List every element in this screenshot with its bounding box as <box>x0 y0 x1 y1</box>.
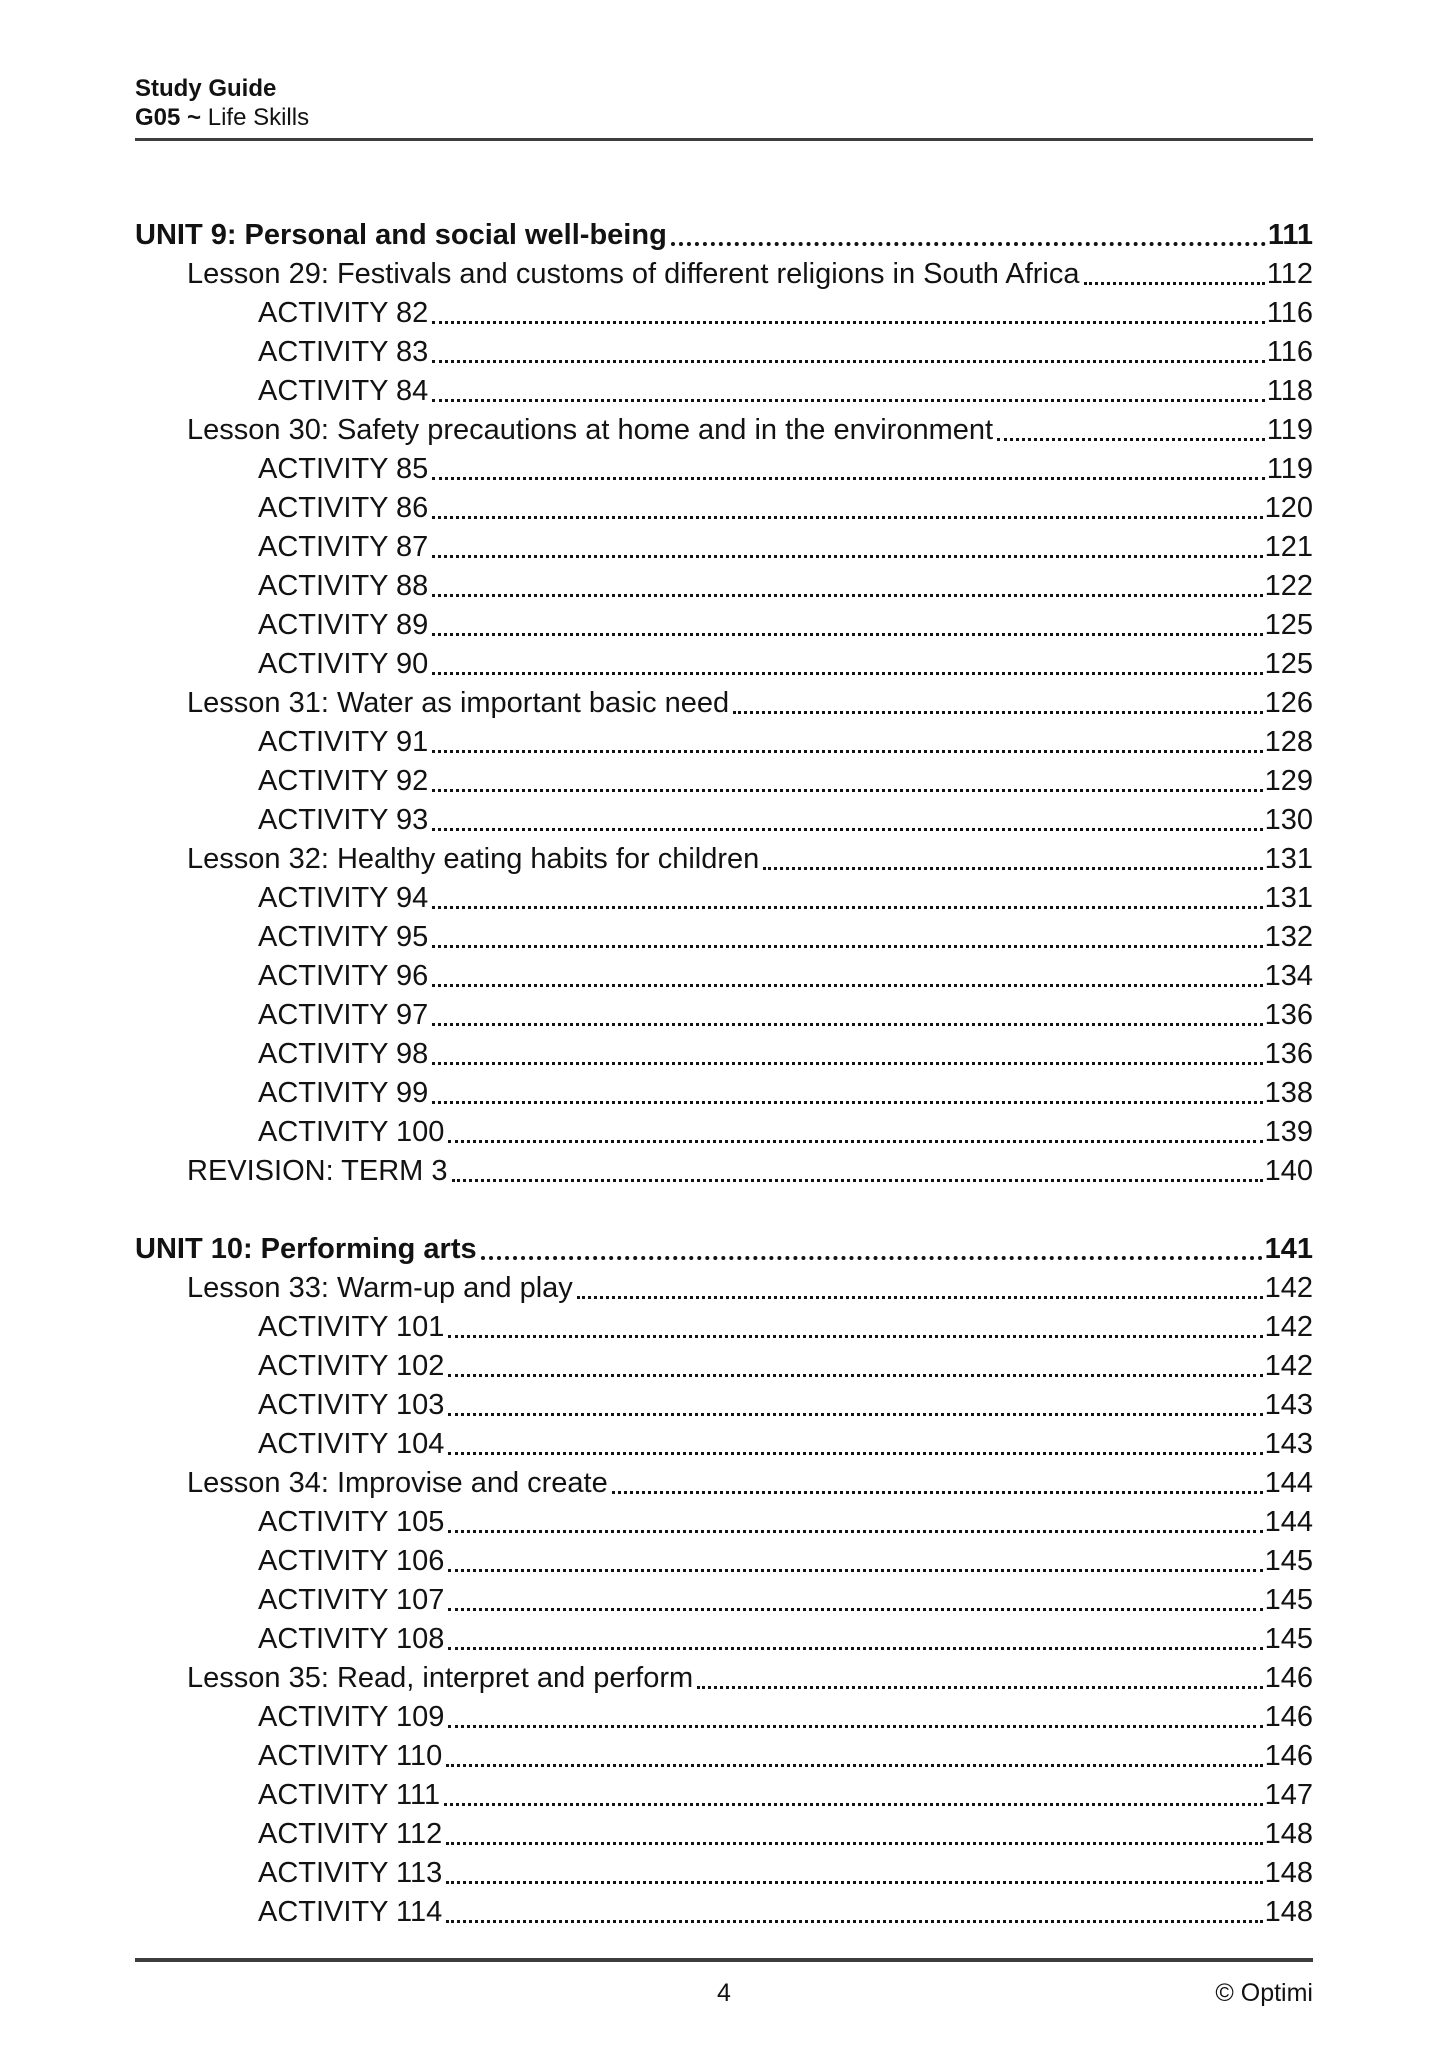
toc-page-number: 128 <box>1264 726 1313 758</box>
toc-entry-row <box>135 995 1313 1034</box>
toc-entry-label: ACTIVITY 104 <box>258 1428 445 1460</box>
toc-entry-row <box>135 722 1313 761</box>
toc-page-number: 146 <box>1264 1701 1313 1733</box>
toc-entry-row <box>135 1619 1313 1658</box>
toc-entry-row <box>135 839 1313 878</box>
page-header <box>135 74 1313 141</box>
dot-leader <box>432 1023 1262 1026</box>
toc-entry-label: ACTIVITY 87 <box>258 531 429 563</box>
toc-page-number: 134 <box>1264 960 1313 992</box>
toc-page-number: 148 <box>1264 1818 1313 1850</box>
toc-entry-label: ACTIVITY 114 <box>258 1896 443 1928</box>
toc-entry-row <box>135 1775 1313 1814</box>
toc-page-number: 145 <box>1264 1584 1313 1616</box>
dot-leader <box>446 1764 1262 1767</box>
toc-page-number: 145 <box>1264 1545 1313 1577</box>
toc-unit-title: UNIT 10: Performing arts <box>135 1233 477 1265</box>
dot-leader <box>448 1569 1262 1572</box>
toc-page-number: 118 <box>1266 375 1313 407</box>
toc-page-number: 138 <box>1264 1077 1313 1109</box>
toc-page-number: 122 <box>1264 570 1313 602</box>
page-footer <box>135 1958 1313 2008</box>
toc-page-number: 136 <box>1264 1038 1313 1070</box>
dot-leader <box>432 633 1262 636</box>
toc-page-number: 111 <box>1267 219 1313 251</box>
toc-entry-row <box>135 683 1313 722</box>
dot-leader <box>612 1491 1263 1494</box>
toc-page-number: 116 <box>1266 297 1313 329</box>
toc-entry-label: ACTIVITY 112 <box>258 1818 443 1850</box>
dot-leader <box>432 555 1262 558</box>
toc-entry-label: ACTIVITY 82 <box>258 297 429 329</box>
dot-leader <box>432 399 1264 402</box>
toc-page-number: 125 <box>1264 609 1313 641</box>
dot-leader <box>481 1256 1263 1260</box>
toc-entry-row <box>135 1112 1313 1151</box>
toc-section <box>135 1229 1313 1931</box>
toc-entry-label: ACTIVITY 113 <box>258 1857 443 1889</box>
toc-entry-row <box>135 1073 1313 1112</box>
toc-entry-label: ACTIVITY 105 <box>258 1506 445 1538</box>
toc-page-number: 126 <box>1264 687 1313 719</box>
dot-leader <box>446 1881 1262 1884</box>
toc-unit-row <box>135 1229 1313 1268</box>
toc-entry-row <box>135 1463 1313 1502</box>
toc-entry-row <box>135 1502 1313 1541</box>
toc-page-number: 143 <box>1264 1389 1313 1421</box>
toc-entry-row <box>135 1814 1313 1853</box>
toc-entry-row <box>135 254 1313 293</box>
toc-entry-row <box>135 800 1313 839</box>
toc-entry-row <box>135 1346 1313 1385</box>
toc-page-number: 146 <box>1264 1662 1313 1694</box>
toc-entry-row <box>135 1658 1313 1697</box>
toc-entry-label: ACTIVITY 103 <box>258 1389 445 1421</box>
dot-leader <box>448 1413 1262 1416</box>
header-subject: Life Skills <box>207 104 310 131</box>
toc-entry-row <box>135 1697 1313 1736</box>
toc-page-number: 125 <box>1264 648 1313 680</box>
toc-entry-label: ACTIVITY 83 <box>258 336 429 368</box>
dot-leader <box>432 828 1262 831</box>
dot-leader <box>432 672 1262 675</box>
dot-leader <box>577 1296 1263 1299</box>
toc-entry-label: ACTIVITY 92 <box>258 765 429 797</box>
toc-page-number: 136 <box>1264 999 1313 1031</box>
dot-leader <box>446 1920 1262 1923</box>
dot-leader <box>432 750 1262 753</box>
dot-leader <box>432 516 1262 519</box>
header-title: Study Guide <box>135 75 277 102</box>
toc-page-number: 131 <box>1264 882 1313 914</box>
toc-entry-label: Lesson 31: Water as important basic need <box>187 687 730 719</box>
toc-entry-row <box>135 293 1313 332</box>
toc-entry-row <box>135 878 1313 917</box>
toc-page-number: 130 <box>1264 804 1313 836</box>
toc-entry-row <box>135 956 1313 995</box>
toc-entry-label: ACTIVITY 102 <box>258 1350 445 1382</box>
toc-entry-label: ACTIVITY 85 <box>258 453 429 485</box>
dot-leader <box>432 321 1264 324</box>
dot-leader <box>432 906 1262 909</box>
toc-page-number: 142 <box>1264 1350 1313 1382</box>
toc-unit-title: UNIT 9: Personal and social well-being <box>135 219 667 251</box>
toc-entry-label: ACTIVITY 100 <box>258 1116 445 1148</box>
toc-page-number: 146 <box>1264 1740 1313 1772</box>
header-subtitle <box>135 103 1313 132</box>
dot-leader <box>448 1647 1262 1650</box>
toc-entry-row <box>135 1580 1313 1619</box>
toc-page-number: 139 <box>1264 1116 1313 1148</box>
toc-entry-label: ACTIVITY 94 <box>258 882 429 914</box>
toc-page-number: 119 <box>1266 414 1313 446</box>
table-of-contents <box>135 215 1313 1931</box>
toc-entry-label: Lesson 35: Read, interpret and perform <box>187 1662 694 1694</box>
footer-row <box>135 1978 1313 2008</box>
toc-page-number: 141 <box>1264 1233 1313 1265</box>
dot-leader <box>448 1530 1262 1533</box>
dot-leader <box>432 594 1262 597</box>
toc-page-number: 116 <box>1266 336 1313 368</box>
toc-entry-row <box>135 527 1313 566</box>
toc-page-number: 129 <box>1264 765 1313 797</box>
dot-leader <box>448 1608 1262 1611</box>
toc-unit-row <box>135 215 1313 254</box>
footer-rule <box>135 1958 1313 1962</box>
dot-leader <box>448 1140 1262 1143</box>
toc-page-number: 142 <box>1264 1311 1313 1343</box>
toc-entry-label: Lesson 30: Safety precautions at home and in the environment <box>187 414 994 446</box>
toc-page-number: 145 <box>1264 1623 1313 1655</box>
dot-leader <box>671 242 1266 246</box>
dot-leader <box>448 1335 1262 1338</box>
toc-page-number: 144 <box>1264 1467 1313 1499</box>
toc-entry-row <box>135 1268 1313 1307</box>
toc-entry-label: ACTIVITY 110 <box>258 1740 443 1772</box>
toc-page-number: 119 <box>1266 453 1313 485</box>
toc-entry-label: ACTIVITY 96 <box>258 960 429 992</box>
dot-leader <box>432 477 1264 480</box>
toc-entry-label: ACTIVITY 99 <box>258 1077 429 1109</box>
dot-leader <box>763 867 1262 870</box>
dot-leader <box>432 1101 1262 1104</box>
toc-entry-label: ACTIVITY 108 <box>258 1623 445 1655</box>
toc-section <box>135 215 1313 1190</box>
toc-entry-label: REVISION: TERM 3 <box>187 1155 448 1187</box>
toc-entry-label: ACTIVITY 111 <box>258 1779 441 1811</box>
dot-leader <box>448 1725 1262 1728</box>
toc-entry-label: ACTIVITY 106 <box>258 1545 445 1577</box>
dot-leader <box>432 789 1262 792</box>
dot-leader <box>697 1686 1262 1689</box>
toc-entry-row <box>135 1424 1313 1463</box>
toc-entry-label: ACTIVITY 86 <box>258 492 429 524</box>
toc-page-number: 142 <box>1264 1272 1313 1304</box>
toc-entry-label: ACTIVITY 109 <box>258 1701 445 1733</box>
toc-entry-label: Lesson 33: Warm-up and play <box>187 1272 573 1304</box>
dot-leader <box>432 984 1262 987</box>
toc-page-number: 131 <box>1264 843 1313 875</box>
dot-leader <box>448 1452 1262 1455</box>
toc-entry-label: ACTIVITY 107 <box>258 1584 445 1616</box>
toc-entry-row <box>135 1853 1313 1892</box>
toc-entry-row <box>135 1736 1313 1775</box>
toc-entry-label: ACTIVITY 97 <box>258 999 429 1031</box>
toc-entry-row <box>135 1151 1313 1190</box>
dot-leader <box>733 711 1262 714</box>
header-doc-code: G05 ~ <box>135 104 202 131</box>
toc-entry-label: ACTIVITY 89 <box>258 609 429 641</box>
dot-leader <box>444 1803 1262 1806</box>
dot-leader <box>1084 282 1265 285</box>
toc-entry-row <box>135 566 1313 605</box>
dot-leader <box>997 438 1265 441</box>
toc-entry-row <box>135 371 1313 410</box>
toc-entry-label: ACTIVITY 90 <box>258 648 429 680</box>
toc-page-number: 121 <box>1264 531 1313 563</box>
dot-leader <box>446 1842 1262 1845</box>
toc-page-number: 120 <box>1264 492 1313 524</box>
toc-entry-label: ACTIVITY 93 <box>258 804 429 836</box>
toc-entry-row <box>135 917 1313 956</box>
toc-entry-label: ACTIVITY 101 <box>258 1311 445 1343</box>
toc-page-number: 148 <box>1264 1896 1313 1928</box>
page-number: 4 <box>717 1979 731 2007</box>
dot-leader <box>432 945 1262 948</box>
toc-entry-label: ACTIVITY 95 <box>258 921 429 953</box>
copyright-notice: © Optimi <box>1215 1979 1313 2007</box>
toc-entry-row <box>135 644 1313 683</box>
toc-page-number: 140 <box>1264 1155 1313 1187</box>
toc-entry-label: Lesson 32: Healthy eating habits for children <box>187 843 760 875</box>
toc-entry-row <box>135 1541 1313 1580</box>
toc-page-number: 112 <box>1266 258 1313 290</box>
toc-entry-row <box>135 449 1313 488</box>
dot-leader <box>432 1062 1262 1065</box>
toc-entry-row <box>135 605 1313 644</box>
toc-entry-row <box>135 1307 1313 1346</box>
dot-leader <box>448 1374 1262 1377</box>
toc-page-number: 132 <box>1264 921 1313 953</box>
toc-entry-label: ACTIVITY 88 <box>258 570 429 602</box>
toc-entry-row <box>135 410 1313 449</box>
toc-entry-label: ACTIVITY 98 <box>258 1038 429 1070</box>
toc-entry-label: ACTIVITY 91 <box>258 726 429 758</box>
toc-page-number: 147 <box>1264 1779 1313 1811</box>
toc-entry-row <box>135 488 1313 527</box>
toc-entry-row <box>135 761 1313 800</box>
toc-entry-label: ACTIVITY 84 <box>258 375 429 407</box>
toc-page-number: 148 <box>1264 1857 1313 1889</box>
toc-entry-row <box>135 332 1313 371</box>
toc-page-number: 143 <box>1264 1428 1313 1460</box>
toc-entry-row <box>135 1892 1313 1931</box>
dot-leader <box>452 1179 1263 1182</box>
toc-entry-row <box>135 1385 1313 1424</box>
dot-leader <box>432 360 1264 363</box>
toc-entry-row <box>135 1034 1313 1073</box>
toc-page-number: 144 <box>1264 1506 1313 1538</box>
header-rule <box>135 138 1313 141</box>
toc-entry-label: Lesson 34: Improvise and create <box>187 1467 608 1499</box>
toc-entry-label: Lesson 29: Festivals and customs of different religions in South Africa <box>187 258 1080 290</box>
